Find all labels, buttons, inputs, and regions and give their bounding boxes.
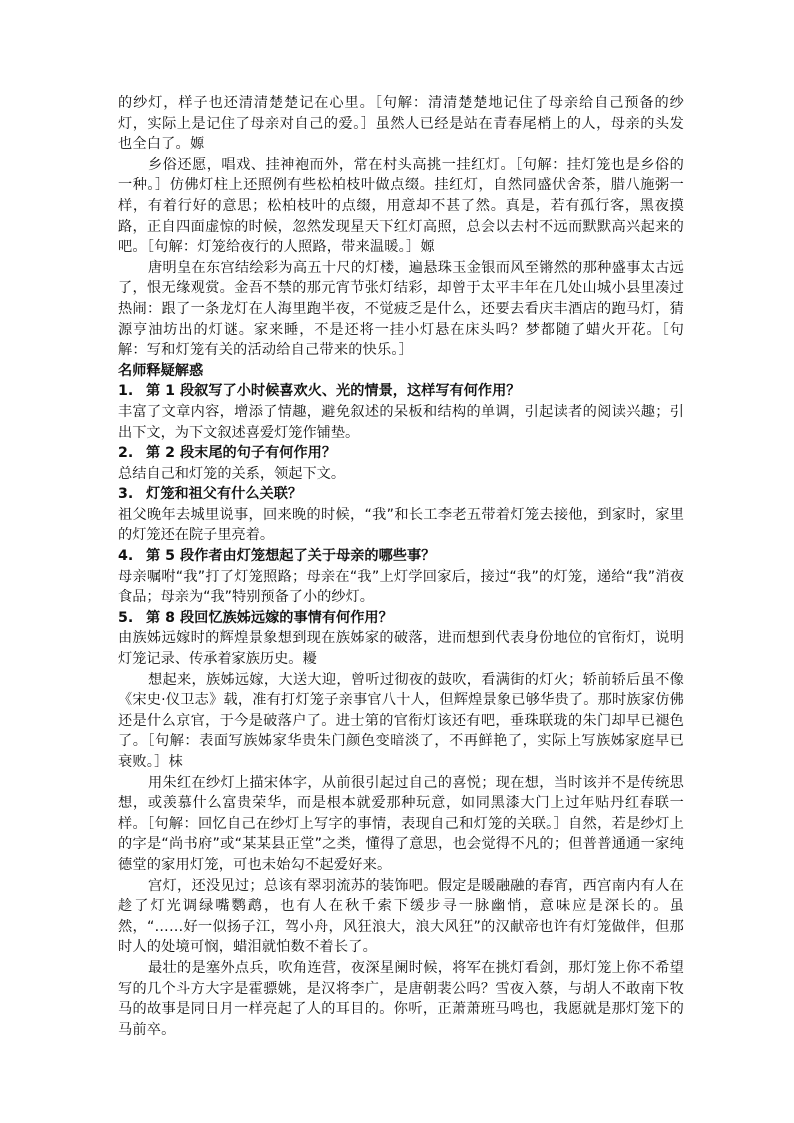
qa-item — [118, 546, 684, 608]
answer: 由族姊远嫁时的辉煌景象想到现在族姊家的破落，进而想到代表身份地位的官衔灯，说明灯笼记录、传承着家族历史。耰 — [118, 630, 684, 668]
question-number: 5. — [118, 609, 134, 626]
question-number: 1. — [118, 383, 134, 400]
question-number: 4. — [118, 548, 134, 565]
qa-item — [118, 608, 684, 670]
paragraph: 唐明皇在东宫结绘彩为高五十尺的灯楼，遍悬珠玉金银而风至锵然的那种盛事太古远了，恨无缘观赏。金吾不禁的那元宵节张灯结彩，却曾于太平丰年在几处山城小县里凑过热闹：跟了一条龙灯在人海里跑半夜，不觉疲乏是什么，还要去看庆丰酒店的跑马灯，猜源亨油坊出的灯谜。家来睡，不是还将一挂小灯悬在床头吗？梦都随了蜡火开花。［句解：写和灯笼有关的活动给自己带来的快乐。］ — [118, 259, 684, 359]
qa-item — [118, 381, 684, 443]
paragraph: 最壮的是塞外点兵，吹角连营，夜深星阑时候，将军在挑灯看剑，那灯笼上你不希望写的几个斗方大字是霍骠姚，是汉将李广，是唐朝裴公吗？雪夜入蔡，与胡人不敢南下牧马的故事是同日月一样亮起了人的耳目的。你听，正萧萧班马鸣也，我愿就是那灯笼下的马前卒。 — [118, 959, 684, 1038]
question-text: 第 1 段叙写了小时候喜欢火、光的情景，这样写有何作用？ — [146, 383, 521, 400]
answer: 母亲嘱咐“我”打了灯笼照路；母亲在“我”上灯学回家后，接过“我”的灯笼，递给“我”消夜食品；母亲为“我”特别预备了小的纱灯。 — [118, 568, 684, 606]
paragraph: 的纱灯，样子也还清清楚楚记在心里。［句解：清清楚楚地记住了母亲给自己预备的纱灯，实际上是记住了母亲对自己的爱。］虽然人已经是站在青春尾梢上的人，母亲的头发也全白了。嫄 — [118, 95, 684, 153]
answer: 总结自己和灯笼的关系，领起下文。 — [118, 465, 346, 482]
question-number: 3. — [118, 486, 134, 503]
question-text: 第 2 段末尾的句子有何作用？ — [146, 445, 337, 462]
question — [118, 608, 684, 629]
question-text: 灯笼和祖父有什么关联？ — [146, 486, 303, 503]
answer: 丰富了文章内容，增添了情趣，避免叙述的呆板和结构的单调，引起读者的阅读兴趣；引出下文，为下文叙述喜爱灯笼作铺垫。 — [118, 403, 684, 441]
question-text: 第 5 段作者由灯笼想起了关于母亲的哪些事？ — [146, 548, 436, 565]
answer: 祖父晚年去城里说事，回来晚的时候，“我”和长工李老五带着灯笼去接他，到家时，家里的灯笼还在院子里亮着。 — [118, 506, 684, 544]
question — [118, 546, 684, 567]
paragraph: 想起来，族姊远嫁，大送大迎，曾听过彻夜的鼓吹，看满街的灯火；轿前轿后虽不像《宋史·仪卫志》载，准有打灯笼子亲事官八十人，但辉煌景象已够华贵了。那时族家仿佛还是什么京官，于今是破落户了。进士第的官衔灯该还有吧，垂珠联珑的朱门却早已褪色了。［句解：表面写族姊家华贵朱门颜色变暗淡了，不再鲜艳了，实际上写族姊家庭早已衰败。］枺 — [118, 671, 684, 770]
question — [118, 484, 684, 505]
question-number: 2. — [118, 445, 134, 462]
qa-item — [118, 484, 684, 546]
question-text: 第 8 段回忆族姊远嫁的事情有何作用？ — [146, 609, 393, 626]
question — [118, 381, 684, 402]
question — [118, 443, 684, 464]
paragraph: 用朱红在纱灯上描宋体字，从前很引起过自己的喜悦；现在想，当时该并不是传统思想，或羡慕什么富贵荣华，而是根本就爱那种玩意，如同黑漆大门上过年贴丹红春联一样。［句解：回忆自己在纱灯上写字的事情，表现自己和灯笼的关联。］自然，若是纱灯上的字是“尚书府”或“某某县正堂”之类，懂得了意思，也会觉得不凡的；但普普通通一家纯德堂的家用灯笼，可也未始勾不起爱好来。 — [118, 774, 684, 873]
paragraph: 宫灯，还没见过；总该有翠羽流苏的装饰吧。假定是暖融融的春宵，西宫南内有人在趁了灯光调绿嘴鹦鹉，也有人在秋千索下缓步寻一脉幽悄，意味应是深长的。虽然，“……好一似扬子江，驾小舟，风狂浪大，浪大风狂”的汉献帝也许有灯笼做伴，但那时人的处境可悯，蜡泪就怕数不着长了。 — [118, 877, 684, 956]
document-page — [118, 93, 684, 1040]
paragraph: 乡俗还愿，唱戏、挂神袍而外，常在村头高挑一挂红灯。［句解：挂灯笼也是乡俗的一种。］仿佛灯柱上还照例有些松柏枝叶做点缀。挂红灯，自然同盛伏舍茶，腊八施粥一样，有着行好的意思；松柏枝叶的点缀，用意却不甚了然。真是，若有孤行客，黑夜摸路，正自四面虚惊的时候，忽然发现星天下红灯高照，总会以去村不远而默默高兴起来的吧。［句解：灯笼给夜行的人照路，带来温暖。］嫄 — [118, 156, 684, 256]
section-title: 名师释疑解惑 — [118, 362, 204, 379]
qa-item — [118, 443, 684, 484]
